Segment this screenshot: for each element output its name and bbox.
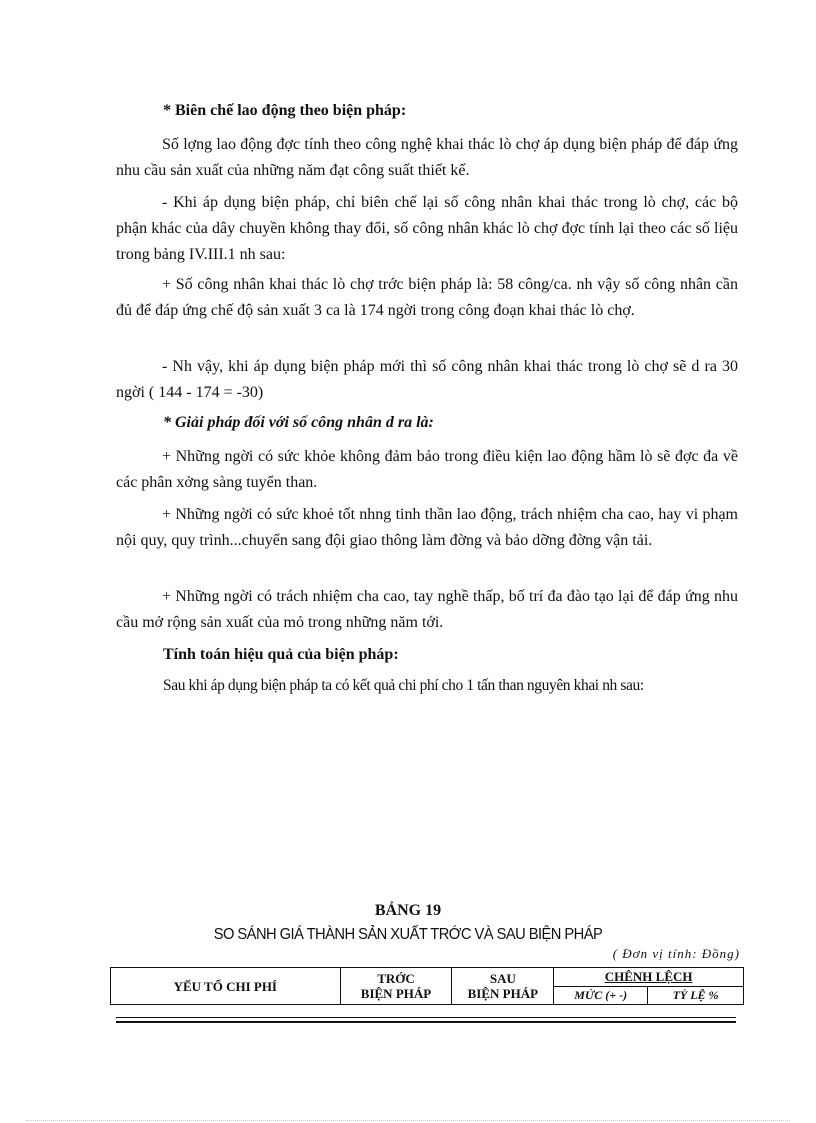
paragraph-surplus: - Nh vậy, khi áp dụng biện pháp mới thì số công nhân khai thác trong lò chợ sẽ d ra 30 ngời ( 144 - 174 = -30) [116, 358, 738, 401]
page-footer-rule [26, 1120, 790, 1121]
section-heading-efficiency: Tính toán hiệu quả của biện pháp: [163, 646, 399, 663]
header-after [452, 968, 554, 1005]
header-amount: MỨC (+ -) [554, 986, 648, 1005]
header-before-line2: BIỆN PHÁP [360, 986, 432, 1001]
header-percent: TỶ LỆ % [648, 986, 744, 1005]
unit-note: ( Đơn vị tính: Đồng) [612, 946, 740, 961]
header-difference: CHÊNH LỆCH [554, 968, 744, 987]
section-heading-solution: * Giải pháp đối với số công nhân d ra là: [163, 414, 434, 431]
paragraph-worker-count: + Số công nhân khai thác lò chợ trớc biện pháp là: 58 công/ca. nh vậy số công nhân cần đủ để đáp ứng chế độ sản xuất 3 ca là 174 ngời trong công đoạn khai thác lò chợ. [116, 276, 738, 319]
table-rule-bottom [116, 1021, 736, 1023]
cost-comparison-table [110, 967, 744, 1005]
paragraph-apply-measure: - Khi áp dụng biện pháp, chỉ biên chế lại số công nhân khai thác trong lò chợ, các bộ phận khác của dây chuyền không thay đổi, số công nhân khác lò chợ đợc tính lại theo các số liệu trong bảng IV.III.1 nh sau: [116, 194, 738, 263]
header-after-line1: SAU [489, 971, 516, 986]
header-after-line2: BIỆN PHÁP [467, 986, 539, 1001]
header-before [340, 968, 452, 1005]
paragraph-labor-count: Số lợng lao động đợc tính theo công nghệ khai thác lò chợ áp dụng biện pháp để đáp ứng nhu cầu sản xuất của những năm đạt công suất thiết kế. [116, 136, 738, 179]
paragraph-solution-health: + Những ngời có sức khỏe không đảm bảo trong điều kiện lao động hầm lò sẽ đợc đa về các phân xởng sàng tuyển than. [116, 448, 738, 491]
paragraph-solution-training: + Những ngời có trách nhiệm cha cao, tay nghề thấp, bố trí đa đào tạo lại để đáp ứng nhu cầu mở rộng sản xuất của mỏ trong những năm tới. [116, 588, 738, 631]
header-before-line1: TRỚC [377, 971, 415, 986]
paragraph-cost-intro: Sau khi áp dụng biện pháp ta có kết quả chi phí cho 1 tấn than nguyên khai nh sau: [163, 677, 644, 694]
table-number: BẢNG 19 [374, 902, 442, 919]
header-cost-item: YẾU TỐ CHI PHÍ [111, 968, 341, 1005]
paragraph-solution-discipline: + Những ngời có sức khoẻ tốt nhng tinh thần lao động, trách nhiệm cha cao, hay vi phạm nội quy, quy trình...chuyển sang đội giao thông làm đờng và bảo dỡng đờng vận tải. [116, 506, 738, 549]
section-heading-staffing: * Biên chế lao động theo biện pháp: [163, 102, 407, 119]
table-title: SO SÁNH GIÁ THÀNH SẢN XUẤT TRỚC VÀ SAU BIỆN PHÁP [213, 926, 603, 943]
table-rule-top [116, 1017, 736, 1018]
